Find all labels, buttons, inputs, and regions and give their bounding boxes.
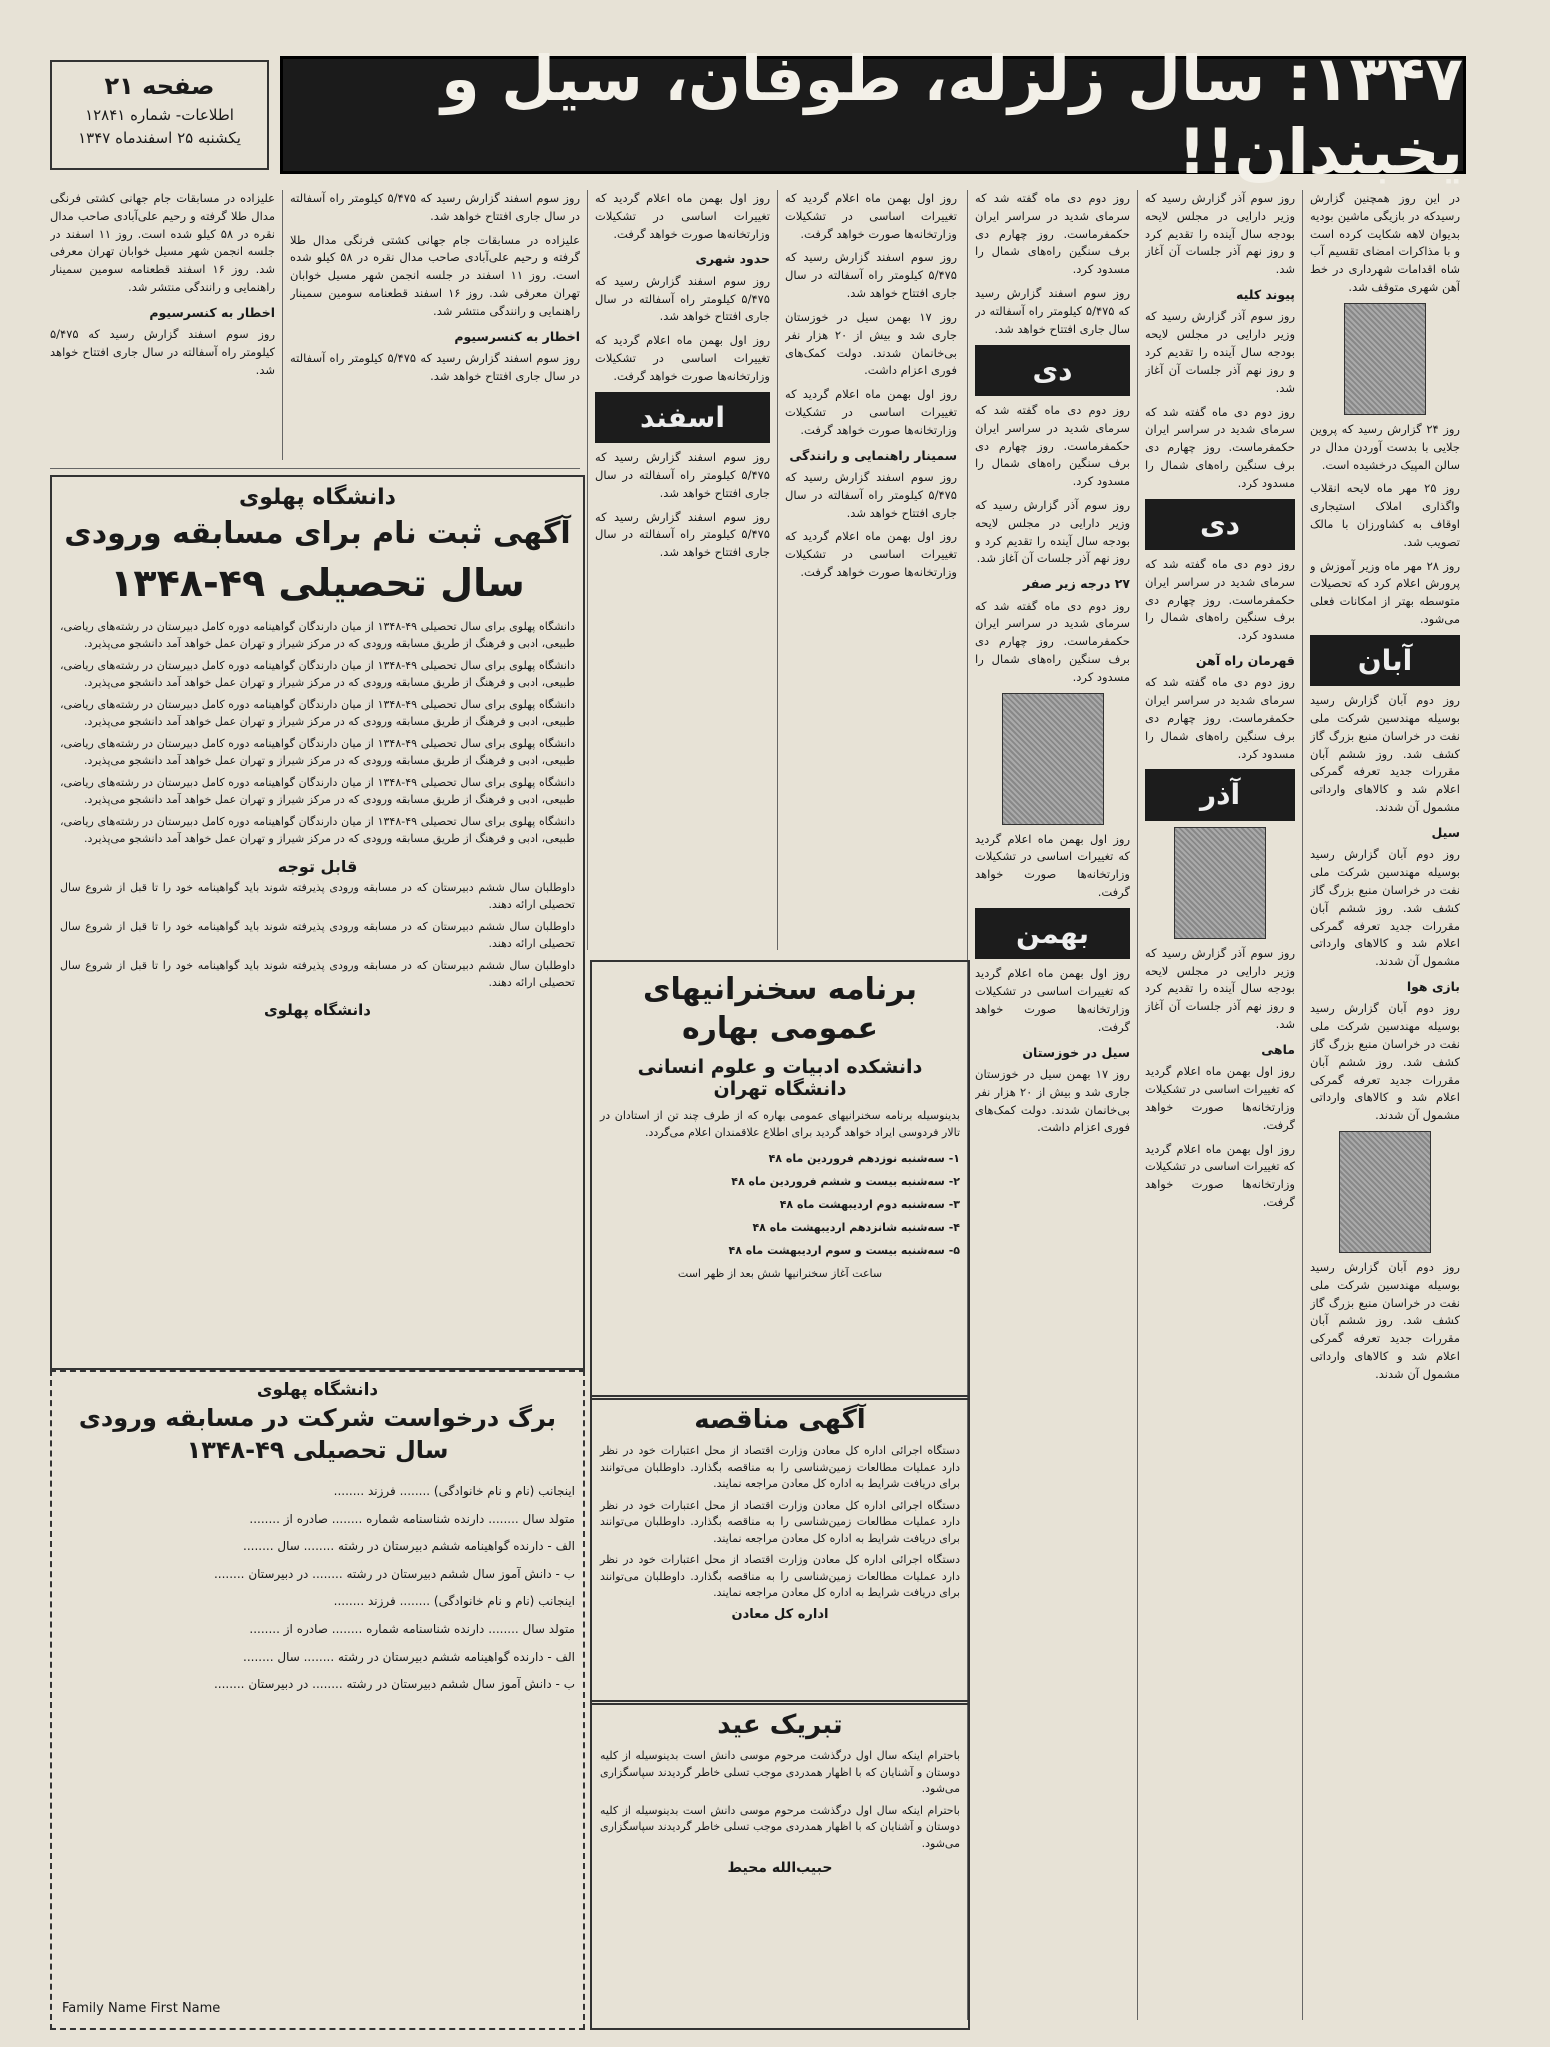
tender-ad-body: دستگاه اجرائی اداره کل معادن وزارت اقتصاد از محل اعتبارات خود در نظر دارد عملیات مطالعات زمین‌شناسی را به مناقصه بگذارد. داوطلبان می‌توانند برای دریافت شرایط به اداره کل معادن مراجعه نمایند. [600,1553,960,1599]
lecture-ad-org: دانشکده ادبیات و علوم انسانی دانشگاه تهران [637,1056,923,1100]
subhead: سیل [1431,824,1460,840]
greeting-ad-title: تبریک عید [717,1710,843,1740]
university-ad-body: دانشگاه پهلوی برای سال تحصیلی ۴۹-۱۳۴۸ از میان دارندگان گواهینامه دوره کامل دبیرستان در رشته‌های ریاضی، طبیعی، ادبی و فرهنگ از طریق مسابقه ورودی که در مرکز شیراز و تهران عمل خواهد آمد دانشجو می‌پذیرد. [60,737,575,767]
esfand-text: روز سوم اسفند گزارش رسید که ۵/۴۷۵ کیلومتر راه آسفالته در سال جاری افتتاح خواهد شد. [595,273,770,324]
subhead: سیل در خوزستان [1022,1044,1130,1060]
form-line: الف - دارنده گواهینامه ششم دبیرستان در رشته ........ سال ........ [243,1539,575,1554]
section-dey-2: دی [975,345,1130,396]
greeting-ad-body: باحترام اینکه سال اول درگذشت مرحوم موسی دانش است بدینوسیله از کلیه دوستان و آشنایان که با اظهار همدردی موجب تسلی خاطر گردیدند سپاسگزاری می‌شود. [600,1749,960,1795]
page-info [50,60,269,170]
page-number: صفحه ۲۱ [104,72,215,100]
subhead: ماهی [1261,1041,1295,1057]
esfand-text: روز سوم اسفند گزارش رسید که ۵/۴۷۵ کیلومتر راه آسفالته در سال جاری افتتاح خواهد شد. [595,450,770,500]
university-ad-note: داوطلبان سال ششم دبیرستان که در مسابقه ورودی پذیرفته شوند باید گواهینامه خود را تا قبل از شروع سال تحصیلی ارائه دهند. [60,920,575,950]
dey-text: روز دوم دی ماه گفته شد که سرمای شدید در سراسر ایران حکمفرماست. روز چهارم دی برف سنگین راه‌های شمال را مسدود کرد. [1145,675,1295,761]
dey-text: روز دوم دی ماه گفته شد که سرمای شدید در سراسر ایران حکمفرماست. روز چهارم دی برف سنگین راه‌های شمال را مسدود کرد. [1145,556,1295,643]
esfand-text: روز سوم اسفند گزارش رسید که ۵/۴۷۵ کیلومتر راه آسفالته در سال جاری افتتاح خواهد شد. [785,250,957,301]
greeting-ad-body: باحترام اینکه سال اول درگذشت مرحوم موسی دانش است بدینوسیله از کلیه دوستان و آشنایان که با اظهار همدردی موجب تسلی خاطر گردیدند سپاسگزاری می‌شود. [600,1803,960,1850]
lecture-ad [590,960,970,1400]
section-azar: آذر [1145,769,1295,820]
article-col-6 [290,190,580,460]
article-item: روز ۲۵ مهر ماه لایحه انقلاب واگذاری املاک استیجاری اوقاف به کشاورزان با مالک تصویب شد. [1310,481,1460,549]
col-left-text: علیزاده در مسابقات جام جهانی کشتی فرنگی مدال طلا گرفته و رحیم علی‌آبادی صاحب مدال نقره در ۵۸ کیلو شده است. روز ۱۱ اسفند در جلسه انجمن شهر مسیل خوابان تهران معرفی شد. روز ۱۶ اسفند قطعنامه سومین سمینار راهنمایی و رانندگی منتشر شد. [290,232,580,318]
university-ad-body: دانشگاه پهلوی برای سال تحصیلی ۴۹-۱۳۴۸ از میان دارندگان گواهینامه دوره کامل دبیرستان در رشته‌های ریاضی، طبیعی، ادبی و فرهنگ از طریق مسابقه ورودی که در مرکز شیراز و تهران عمل خواهد آمد دانشجو می‌پذیرد. [60,659,575,689]
azar-text: روز سوم آذر گزارش رسید که وزیر دارایی در مجلس لایحه بودجه سال آینده را تقدیم کرد و روز نهم آذر جلسات آن آغاز شد. [975,497,1130,566]
subhead: سمینار راهنمایی و رانندگی [789,447,957,463]
esfand-text: روز سوم اسفند گزارش رسید که ۵/۴۷۵ کیلومتر راه آسفالته در سال جاری افتتاح خواهد شد. [975,286,1130,336]
aban-text: روز دوم آبان گزارش رسید بوسیله مهندسین شرکت ملی نفت در خراسان منبع بزرگ گاز کشف شد. روز ششم آبان مقررات جدید تعرفه گمرکی اعلام شد و کالاهای وارداتی مشمول آن شدند. [1310,1001,1460,1123]
bahman-text: روز اول بهمن ماه اعلام گردید که تغییرات اساسی در تشکیلات وزارتخانه‌ها صورت خواهد گرفت. [785,529,957,579]
dey-text: روز دوم دی ماه گفته شد که سرمای شدید در سراسر ایران حکمفرماست. روز چهارم دی برف سنگین راه‌های شمال را مسدود کرد. [1145,404,1295,490]
dey-text: روز دوم دی ماه گفته شد که سرمای شدید در سراسر ایران حکمفرماست. روز چهارم دی برف سنگین راه‌های شمال را مسدود کرد. [975,402,1130,489]
university-ad-title: آگهی ثبت نام برای مسابقه ورودی [64,516,571,551]
portrait-photo [1339,1131,1431,1253]
portrait-photo [1002,693,1104,825]
flood-text: روز ۱۷ بهمن سیل در خوزستان جاری شد و بیش از ۲۰ هزار نفر بی‌خانمان شدند. دولت کمک‌های فوری اعزام داشت. [785,309,957,378]
university-ad-note: داوطلبان سال ششم دبیرستان که در مسابقه ورودی پذیرفته شوند باید گواهینامه خود را تا قبل از شروع سال تحصیلی ارائه دهند. [60,959,575,989]
article-col-3 [975,190,1130,2020]
section-dey: دی [1145,499,1295,550]
article-intro: در این روز همچنین گزارش رسیدکه در بازیگی ماشین بودیه بدیوان لاهه شکایت کرده است و با مذاکرات امضای تقسیم آب شاه اقدامات شهرداری در خط آهن شهری متوقف شد. [1310,191,1460,295]
photo-caption: روز ۲۴ گزارش رسید که پروین جلایی با بدست آوردن مدال در سالن المپیک درخشیده است. [1310,421,1460,472]
esfand-text: روز سوم اسفند گزارش رسید که ۵/۴۷۵ کیلومتر راه آسفالته در سال جاری افتتاح خواهد شد. [290,351,580,383]
greeting-ad [590,1700,970,2030]
subhead: پیوند کلیه [1236,287,1295,303]
bahman-text: روز اول بهمن ماه اعلام گردید که تغییرات اساسی در تشکیلات وزارتخانه‌ها صورت خواهد گرفت. [595,333,770,383]
university-ad-sign: دانشگاه پهلوی [264,1001,371,1019]
subhead: بازی هوا [1406,978,1460,994]
aban-text: روز دوم آبان گزارش رسید بوسیله مهندسین شرکت ملی نفت در خراسان منبع بزرگ گاز کشف شد. روز ششم آبان مقررات جدید تعرفه گمرکی اعلام شد و کالاهای وارداتی مشمول آن شدند. [1310,1260,1460,1381]
subhead: ۲۷ درجه زیر صفر [1022,576,1130,592]
portrait-photo [1174,827,1266,939]
lecture-item: ۲- سه‌شنبه بیست و ششم فروردین ماه ۴۸ [731,1175,960,1189]
form-title: برگ درخواست شرکت در مسابقه ورودی [78,1404,557,1432]
azar-text: روز سوم آذر گزارش رسید که وزیر دارایی در مجلس لایحه بودجه سال آینده را تقدیم کرد و روز نهم آذر جلسات آن آغاز شد. [1145,191,1295,277]
form-line: متولد سال ........ دارنده شناسنامه شماره ........ صادره از ........ [249,1511,575,1526]
tender-ad [590,1395,970,1705]
form-year: سال تحصیلی ۴۹-۱۳۴۸ [186,1436,449,1464]
form-line: ب - دانش آموز سال ششم دبیرستان در رشته ........ در دبیرستان ........ [213,1677,575,1692]
lecture-ad-title: برنامه سخنرانیهای عمومی بهاره [642,972,918,1046]
article-col-1 [1310,190,1460,2020]
bahman-text: روز اول بهمن ماه اعلام گردید که تغییرات اساسی در تشکیلات وزارتخانه‌ها صورت خواهد گرفت. [785,191,957,241]
form-footer: Family Name First Name [62,2001,221,2016]
university-ad-note: داوطلبان سال ششم دبیرستان که در مسابقه ورودی پذیرفته شوند باید گواهینامه خود را تا قبل از شروع سال تحصیلی ارائه دهند. [60,881,575,911]
form-line: ب - دانش آموز سال ششم دبیرستان در رشته ........ در دبیرستان ........ [213,1566,575,1581]
university-ad-note-head: قابل توجه [277,857,358,876]
form-line: متولد سال ........ دارنده شناسنامه شماره ........ صادره از ........ [249,1621,575,1636]
aban-text: روز دوم آبان گزارش رسید بوسیله مهندسین شرکت ملی نفت در خراسان منبع بزرگ گاز کشف شد. روز ششم آبان مقررات جدید تعرفه گمرکی اعلام شد و کالاهای وارداتی مشمول آن شدند. [1310,693,1460,815]
issue-date: یکشنبه ۲۵ اسفند‌ماه ۱۳۴۷ [78,128,241,147]
esfand-text: روز سوم اسفند گزارش رسید که ۵/۴۷۵ کیلومتر راه آسفالته در سال جاری افتتاح خواهد شد. [595,509,770,560]
article-col-7 [50,190,275,460]
lecture-item: ۳- سه‌شنبه دوم اردیبهشت ماه ۴۸ [779,1198,960,1212]
bahman-text: روز اول بهمن ماه اعلام گردید که تغییرات اساسی در تشکیلات وزارتخانه‌ها صورت خواهد گرفت. [975,831,1130,900]
form-line: الف - دارنده گواهینامه ششم دبیرستان در رشته ........ سال ........ [243,1649,575,1664]
bahman-text: روز اول بهمن ماه اعلام گردید که تغییرات اساسی در تشکیلات وزارتخانه‌ها صورت خواهد گرفت. [1145,1141,1295,1209]
headline: ۱۳۴۷: سال زلزله، طوفان، سیل و یخبندان!! [441,42,1463,188]
bahman-text: روز اول بهمن ماه اعلام گردید که تغییرات اساسی در تشکیلات وزارتخانه‌ها صورت خواهد گرفت. [785,387,957,437]
lecture-item: ۵- سه‌شنبه بیست و سوم اردیبهشت ماه ۴۸ [728,1244,960,1258]
portrait-photo [1344,303,1426,415]
university-ad [50,475,585,1370]
azar-text: روز سوم آذر گزارش رسید که وزیر دارایی در مجلس لایحه بودجه سال آینده را تقدیم کرد و روز نهم آذر جلسات آن آغاز شد. [1145,309,1295,395]
esfand-text: روز سوم اسفند گزارش رسید که ۵/۴۷۵ کیلومتر راه آسفالته در سال جاری افتتاح خواهد شد. [50,327,275,377]
tender-ad-body: دستگاه اجرائی اداره کل معادن وزارت اقتصاد از محل اعتبارات خود در نظر دارد عملیات مطالعات زمین‌شناسی را به مناقصه بگذارد. داوطلبان می‌توانند برای دریافت شرایط به اداره کل معادن مراجعه نمایند. [600,1444,960,1490]
bahman-text: روز اول بهمن ماه اعلام گردید که تغییرات اساسی در تشکیلات وزارتخانه‌ها صورت خواهد گرفت. [975,966,1130,1034]
university-ad-body: دانشگاه پهلوی برای سال تحصیلی ۴۹-۱۳۴۸ از میان دارندگان گواهینامه دوره کامل دبیرستان در رشته‌های ریاضی، طبیعی، ادبی و فرهنگ از طریق مسابقه ورودی که در مرکز شیراز و تهران عمل خواهد آمد دانشجو می‌پذیرد. [60,698,575,728]
subhead: اخطار به کنسرسیوم [454,328,580,344]
section-aban: آبان [1310,635,1460,686]
dey-text: روز دوم دی ماه گفته شد که سرمای شدید در سراسر ایران حکمفرماست. روز چهارم دی برف سنگین راه‌های شمال را مسدود کرد. [975,191,1130,277]
article-col-5 [595,190,770,950]
col-left-text: علیزاده در مسابقات جام جهانی کشتی فرنگی مدال طلا گرفته و رحیم علی‌آبادی صاحب مدال نقره در ۵۸ کیلو شده است. روز ۱۱ اسفند در جلسه انجمن شهر مسیل خوابان تهران معرفی شد. روز ۱۶ اسفند قطعنامه سومین سمینار راهنمایی و رانندگی منتشر شد. [50,191,275,295]
greeting-ad-sign: حبیب‌الله محیط [727,1860,833,1876]
lecture-item: ۱- سه‌شنبه نوزدهم فروردین ماه ۴۸ [768,1152,960,1165]
article-col-2 [1145,190,1295,2020]
masthead [0,0,1550,188]
bahman-text: روز اول بهمن ماه اعلام گردید که تغییرات اساسی در تشکیلات وزارتخانه‌ها صورت خواهد گرفت. [595,191,770,241]
tender-ad-body: دستگاه اجرائی اداره کل معادن وزارت اقتصاد از محل اعتبارات خود در نظر دارد عملیات مطالعات زمین‌شناسی را به مناقصه بگذارد. داوطلبان می‌توانند برای دریافت شرایط به اداره کل معادن مراجعه نمایند. [600,1498,960,1545]
headline-banner [280,42,1466,188]
section-bahman: بهمن [975,908,1130,959]
university-ad-org: دانشگاه پهلوی [239,485,396,510]
tender-ad-sign: اداره کل معادن [731,1606,829,1622]
esfand-text: روز سوم اسفند گزارش رسید که ۵/۴۷۵ کیلومتر راه آسفالته در سال جاری افتتاح خواهد شد. [290,191,580,223]
university-ad-body: دانشگاه پهلوی برای سال تحصیلی ۴۹-۱۳۴۸ از میان دارندگان گواهینامه دوره کامل دبیرستان در رشته‌های ریاضی، طبیعی، ادبی و فرهنگ از طریق مسابقه ورودی که در مرکز شیراز و تهران عمل خواهد آمد دانشجو می‌پذیرد. [60,815,575,845]
subhead: حدود شهری [695,251,770,267]
aban-text: روز دوم آبان گزارش رسید بوسیله مهندسین شرکت ملی نفت در خراسان منبع بزرگ گاز کشف شد. روز ششم آبان مقررات جدید تعرفه گمرکی اعلام شد و کالاهای وارداتی مشمول آن شدند. [1310,847,1460,969]
bahman-text: روز اول بهمن ماه اعلام گردید که تغییرات اساسی در تشکیلات وزارتخانه‌ها صورت خواهد گرفت. [1145,1064,1295,1132]
subhead: اخطار به کنسرسیوم [149,304,275,320]
lecture-ad-intro: بدینوسیله برنامه سخنرانیهای عمومی بهاره که از طرف چند تن از استادان در تالار فردوسی ایراد خواهد گردید برای اطلاع علاقمندان اعلام می‌گردد. [600,1109,960,1139]
esfand-text: روز سوم اسفند گزارش رسید که ۵/۴۷۵ کیلومتر راه آسفالته در سال جاری افتتاح خواهد شد. [785,469,957,520]
lecture-time: ساعت آغاز سخنرانیها شش بعد از ظهر است [677,1267,883,1281]
university-ad-body: دانشگاه پهلوی برای سال تحصیلی ۴۹-۱۳۴۸ از میان دارندگان گواهینامه دوره کامل دبیرستان در رشته‌های ریاضی، طبیعی، ادبی و فرهنگ از طریق مسابقه ورودی که در مرکز شیراز و تهران عمل خواهد آمد دانشجو می‌پذیرد. [60,776,575,806]
application-form [50,1370,585,2030]
form-org: دانشگاه پهلوی [256,1380,379,1400]
university-ad-body: دانشگاه پهلوی برای سال تحصیلی ۴۹-۱۳۴۸ از میان دارندگان گواهینامه دوره کامل دبیرستان در رشته‌های ریاضی، طبیعی، ادبی و فرهنگ از طریق مسابقه ورودی که در مرکز شیراز و تهران عمل خواهد آمد دانشجو می‌پذیرد. [60,620,575,650]
form-line: اینجانب (نام و نام خانوادگی) ........ فرزند ........ [333,1594,575,1609]
azar-text: روز سوم آذر گزارش رسید که وزیر دارایی در مجلس لایحه بودجه سال آینده را تقدیم کرد و روز نهم آذر جلسات آن آغاز شد. [1145,945,1295,1032]
section-esfand: اسفند [595,392,770,443]
dey-text: روز دوم دی ماه گفته شد که سرمای شدید در سراسر ایران حکمفرماست. روز چهارم دی برف سنگین راه‌های شمال را مسدود کرد. [975,598,1130,684]
subhead: قهرمان راه آهن [1195,653,1295,669]
tender-ad-title: آگهی مناقصه [694,1405,866,1435]
form-line: اینجانب (نام و نام خانوادگی) ........ فرزند ........ [333,1484,575,1498]
article-item: روز ۲۸ مهر ماه وزیر آموزش و پرورش اعلام کرد که تحصیلات متوسطه بهتر از امکانات فعلی می‌شود. [1310,558,1460,626]
article-col-4 [785,190,957,950]
paper-issue: اطلاعات- شماره ۱۲۸۴۱ [85,106,234,124]
flood-text: روز ۱۷ بهمن سیل در خوزستان جاری شد و بیش از ۲۰ هزار نفر بی‌خانمان شدند. دولت کمک‌های فوری اعزام داشت. [975,1066,1130,1135]
university-ad-year: سال تحصیلی ۴۹-۱۳۴۸ [110,561,525,605]
lecture-item: ۴- سه‌شنبه شانزدهم اردیبهشت ماه ۴۸ [752,1221,960,1235]
